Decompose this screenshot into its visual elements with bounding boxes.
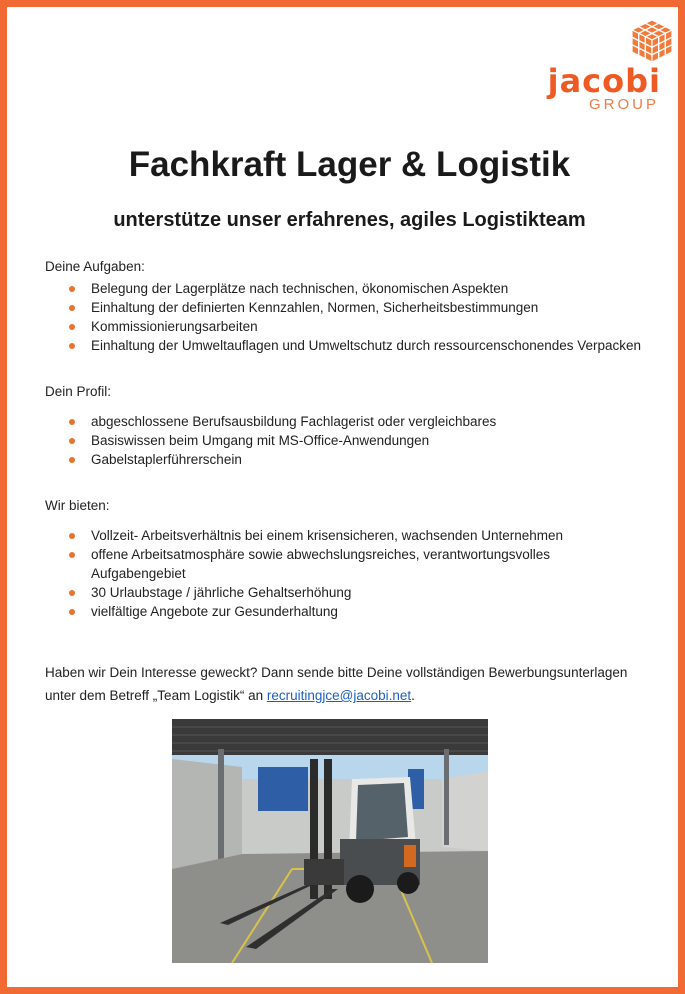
forklift-illustration (172, 719, 488, 963)
bullet-icon (69, 419, 75, 425)
contact-paragraph (45, 661, 655, 707)
bullet-icon (69, 533, 75, 539)
list-item: Gabelstaplerführerschein (45, 450, 665, 469)
jacobi-logo (505, 19, 665, 111)
page-subtitle: unterstütze unser erfahrenes, agiles Logistikteam (113, 209, 586, 231)
forklift-photo (172, 719, 488, 963)
list-item: Basiswissen beim Umgang mit MS-Office-Anwendungen (45, 431, 665, 450)
list-item: 30 Urlaubstage / jährliche Gehaltserhöhung (45, 583, 565, 602)
offer-heading: Wir bieten: (45, 498, 110, 513)
bullet-icon (69, 552, 75, 558)
bullet-icon (69, 590, 75, 596)
contact-line-2-suffix: . (411, 688, 415, 703)
list-item: Einhaltung der Umweltauflagen und Umweltschutz durch ressourcenschonendes Verpacken (45, 336, 665, 355)
list-item: Belegung der Lagerplätze nach technischen, ökonomischen Aspekten (45, 279, 665, 298)
profile-list (45, 412, 665, 469)
list-item: vielfältige Angebote zur Gesunderhaltung (45, 602, 565, 621)
tasks-list (45, 279, 665, 355)
email-link[interactable]: recruitingjce@jacobi.net (266, 688, 412, 703)
page-title: Fachkraft Lager & Logistik (128, 145, 571, 184)
contact-line-2-prefix: unter dem Betreff „Team Logistik“ an (45, 688, 267, 703)
list-item: abgeschlossene Berufsausbildung Fachlagerist oder vergleichbares (45, 412, 665, 431)
offer-list (45, 526, 565, 621)
contact-line-1: Haben wir Dein Interesse geweckt? Dann sende bitte Deine vollständigen Bewerbungsunterlagen (45, 665, 628, 680)
list-item: Kommissionierungsarbeiten (45, 317, 665, 336)
list-item: Einhaltung der definierten Kennzahlen, Normen, Sicherheitsbestimmungen (45, 298, 665, 317)
list-item: offene Arbeitsatmosphäre sowie abwechslungsreiches, verantwortungsvolles Aufgabengebiet (45, 545, 565, 583)
logo-wordmark: jacobi (547, 62, 661, 100)
tasks-heading: Deine Aufgaben: (45, 259, 145, 274)
bullet-icon (69, 305, 75, 311)
profile-heading: Dein Profil: (45, 384, 112, 399)
logo-subtitle: GROUP (588, 96, 659, 113)
list-item: Vollzeit- Arbeitsverhältnis bei einem krisensicheren, wachsenden Unternehmen (45, 526, 651, 545)
bullet-icon (69, 286, 75, 292)
bullet-icon (69, 609, 75, 615)
bullet-icon (69, 343, 75, 349)
bullet-icon (69, 324, 75, 330)
cube-grid-icon (631, 19, 673, 63)
bullet-icon (69, 438, 75, 444)
bullet-icon (69, 457, 75, 463)
